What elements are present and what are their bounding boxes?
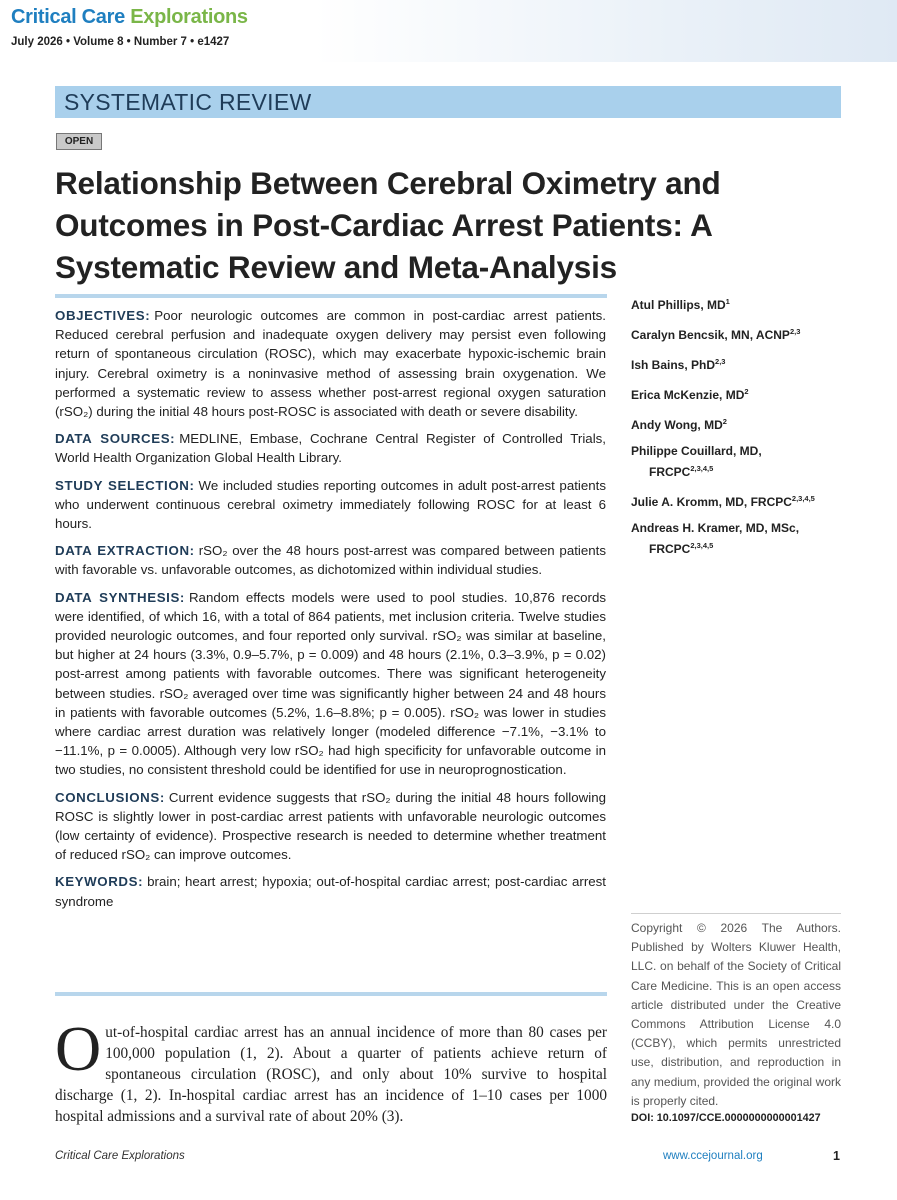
doi-link[interactable]: DOI: 10.1097/CCE.0000000000001427 — [631, 1112, 821, 1124]
conclusions-text: Current evidence suggests that rSO₂ during the initial 48 hours following ROSC is slightly lower in post-cardiac arrest patients with unfavorable neurologic outcomes (low certainty of evidence). Prospective research is needed to determine whether treatment of reduced rSO₂ can improve outcomes. — [55, 789, 606, 863]
abstract-data-extraction — [55, 541, 606, 579]
keywords-text: brain; heart arrest; hypoxia; out-of-hospital cardiac arrest; post-cardiac arrest syndrome — [55, 874, 606, 909]
author-affiliation: 2,3,4,5 — [690, 464, 714, 473]
section-banner — [55, 86, 841, 118]
author-name: Julie A. Kromm, MD, FRCPC — [631, 495, 792, 509]
author-name: Erica McKenzie, MD — [631, 388, 745, 402]
author-affiliation: 2 — [722, 417, 727, 426]
article-title: Relationship Between Cerebral Oximetry and Outcomes in Post-Cardiac Arrest Patients: A Systematic Review and Meta-Analysis — [55, 165, 721, 285]
footer-journal: Critical Care Explorations — [55, 1150, 185, 1162]
abstract-bottom-rule — [55, 992, 607, 996]
copyright-notice: Copyright © 2026 The Authors. Published by Wolters Kluwer Health, LLC. on behalf of the Society of Critical Care Medicine. This is an open access article distributed under the Creative Commons Attribution License 4.0 (CCBY), which permits unrestricted use, distribution, and reproduction in any medium, provided the original work is properly cited. — [631, 913, 841, 1111]
author-credential: FRCPC — [649, 465, 691, 479]
author-name: Andy Wong, MD — [631, 418, 723, 432]
intro-text: ut-of-hospital cardiac arrest has an annual incidence of more than 80 cases per 100,000 population (1, 2). About a quarter of patients achieve return of spontaneous circulation (ROSC), and only about 10% survive to hospital discharge (1, 2). In-hospital cardiac arrest has an incidence of 1–10 cases per 1000 hospital admissions and a survival rate of about 20% (3). — [55, 1024, 607, 1125]
issue-line: July 2026 • Volume 8 • Number 7 • e1427 — [11, 36, 230, 48]
intro-paragraph — [55, 1013, 607, 1127]
author-name: Andreas H. Kramer, MD, MSc, — [631, 521, 800, 535]
abstract-conclusions — [55, 788, 606, 865]
abstract-data-sources — [55, 429, 606, 467]
open-access-badge: OPEN — [56, 133, 102, 150]
author-affiliation: 1 — [725, 297, 730, 306]
keywords-label: KEYWORDS: — [55, 874, 144, 890]
author-affiliation: 2,3 — [715, 357, 726, 366]
author-item — [631, 383, 846, 404]
author-name: Ish Bains, PhD — [631, 358, 716, 372]
abstract-objectives — [55, 306, 606, 421]
author-list — [631, 293, 846, 567]
journal-name-part1: Critical Care — [11, 6, 131, 28]
journal-name-part2: Explorations — [130, 6, 248, 28]
data-synthesis-text: Random effects models were used to pool studies. 10,876 records were identified, of which 16, with a total of 864 patients, met inclusion criteria. Twelve studies provided neurologic outcomes, and four reported only survival. rSO₂ was similar at baseline, but higher at 24 hours (3.3%, 0.9–5.7%, p = 0.009) and 48 hours (2.1%, 0.3–3.9%, p = 0.02) post-arrest among patients with favorable outcomes. There was significant heterogeneity between studies. rSO₂ averaged over time was significantly higher between 24 and 48 hours in patients with favorable outcomes (5.2%, 1.6–8.8%; p = 0.005). rSO₂ was lower in studies where cardiac arrest duration was relatively longer (modeled difference −7.1%, −3.1% to −11.1%, p = 0.0005). Although very low rSO₂ had high specificity for unfavorable outcome in two studies, no consistent threshold could be identified for use in neuroprognostication. — [55, 589, 606, 778]
author-name-continued — [631, 537, 846, 558]
abstract-study-selection — [55, 476, 606, 534]
conclusions-label: CONCLUSIONS: — [55, 789, 165, 805]
data-sources-label: DATA SOURCES: — [55, 431, 176, 447]
section-label: SYSTEMATIC REVIEW — [64, 89, 312, 115]
author-name: Philippe Couillard, MD, — [631, 444, 762, 458]
author-affiliation: 2,3,4,5 — [690, 541, 714, 550]
abstract-keywords — [55, 872, 606, 910]
study-selection-text: We included studies reporting outcomes in adult post-arrest patients who underwent continuous cerebral oximetry immediately following ROSC for at least 6 hours. — [55, 477, 606, 532]
author-name: Caralyn Bencsik, MN, ACNP — [631, 328, 790, 342]
author-item — [631, 353, 846, 374]
data-extraction-label: DATA EXTRACTION: — [55, 543, 195, 559]
author-name-continued — [631, 460, 846, 481]
objectives-text: Poor neurologic outcomes are common in post-cardiac arrest patients. Reduced cerebral perfusion and inadequate oxygen delivery may persist even following return of spontaneous circulation (ROSC), which may exacerbate hypoxic-ischemic brain injury. Cerebral oximetry is a noninvasive method of assessing brain oxygenation. We performed a systematic review to assess whether post-arrest regional oxygen saturation (rSO₂) during the initial 48 hours post-ROSC is associated with death or severe disability. — [55, 308, 606, 420]
study-selection-label: STUDY SELECTION: — [55, 477, 195, 493]
abstract-data-synthesis — [55, 588, 606, 780]
author-item — [631, 520, 846, 558]
abstract-top-rule — [55, 294, 607, 298]
abstract — [55, 306, 606, 919]
data-synthesis-label: DATA SYNTHESIS: — [55, 589, 185, 605]
author-credential: FRCPC — [649, 542, 691, 556]
author-affiliation: 2,3,4,5 — [791, 494, 815, 503]
author-item — [631, 323, 846, 344]
author-affiliation: 2,3 — [789, 327, 801, 336]
author-name: Atul Phillips, MD — [631, 298, 726, 312]
data-extraction-text: rSO₂ over the 48 hours post-arrest was compared between patients with favorable vs. unfavorable outcomes, as dichotomized within individual studies. — [55, 543, 606, 578]
footer-url-link[interactable]: www.ccejournal.org — [663, 1150, 763, 1162]
objectives-label: OBJECTIVES: — [55, 308, 151, 323]
drop-cap: O — [55, 1013, 102, 1084]
data-sources-text: MEDLINE, Embase, Cochrane Central Register of Controlled Trials, World Health Organization Global Health Library. — [55, 431, 606, 466]
author-affiliation: 2 — [744, 387, 749, 396]
author-item — [631, 293, 846, 314]
author-item — [631, 490, 846, 511]
author-item — [631, 443, 846, 481]
page-number: 1 — [833, 1149, 840, 1163]
journal-logo — [11, 6, 248, 29]
author-item — [631, 413, 846, 434]
